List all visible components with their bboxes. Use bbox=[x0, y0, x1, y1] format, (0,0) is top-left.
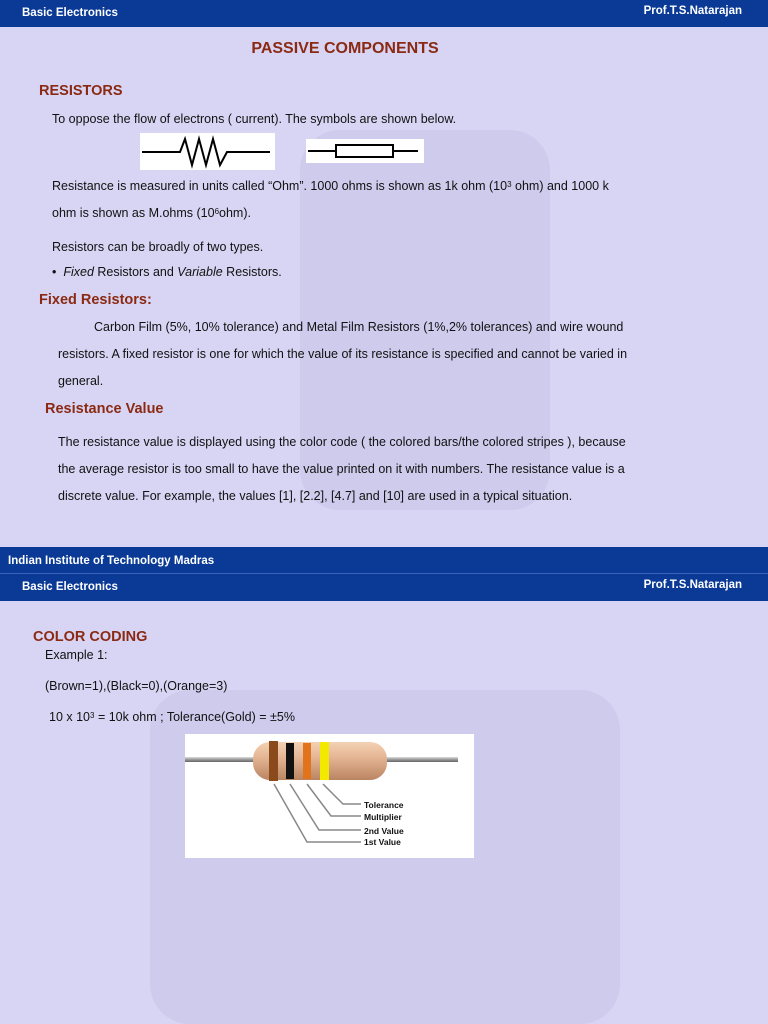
example-label: Example 1: bbox=[45, 648, 108, 662]
calc-b: = 10k ohm ; Tolerance(Gold) = ±5% bbox=[94, 710, 295, 724]
units-line-2-sup: 6 bbox=[214, 207, 220, 216]
band-3 bbox=[303, 743, 311, 779]
label-second-value: 2nd Value bbox=[364, 826, 404, 836]
bullet-dot: • bbox=[52, 265, 64, 279]
band-2 bbox=[286, 743, 294, 779]
fixed-resistors-heading: Fixed Resistors: bbox=[39, 292, 152, 308]
units-line-2-b: ohm). bbox=[219, 206, 251, 220]
bullet-mid: Resistors and bbox=[93, 265, 178, 279]
resistance-value-heading: Resistance Value bbox=[45, 401, 164, 417]
band-values: (Brown=1),(Black=0),(Orange=3) bbox=[45, 679, 228, 693]
page-title: PASSIVE COMPONENTS bbox=[251, 40, 439, 57]
bullet-fixed: Fixed bbox=[63, 265, 94, 279]
slide-divider-bar bbox=[0, 547, 768, 601]
units-line-1-a: Resistance is measured in units called “Ohm”. 1000 ohms is shown as 1k ohm (10 bbox=[52, 179, 508, 193]
rv-line-2: the average resistor is too small to have the value printed on it with numbers. The resistance value is a bbox=[58, 462, 625, 476]
types-line: Resistors can be broadly of two types. bbox=[52, 240, 264, 254]
resistors-intro: To oppose the flow of electrons ( current). The symbols are shown below. bbox=[52, 112, 457, 126]
band-4 bbox=[320, 742, 329, 780]
footer-institute: Indian Institute of Technology Madras bbox=[8, 555, 215, 567]
label-first-value: 1st Value bbox=[364, 837, 401, 847]
pointer-lines bbox=[274, 784, 361, 842]
resistors-heading: RESISTORS bbox=[39, 83, 123, 99]
units-line-1-b: ohm) and 1000 k bbox=[511, 179, 609, 193]
slide2-header-course-title: Basic Electronics bbox=[22, 581, 118, 593]
band-1 bbox=[269, 741, 278, 781]
bullet-end: Resistors. bbox=[222, 265, 282, 279]
label-multiplier: Multiplier bbox=[364, 812, 402, 822]
header-author: Prof.T.S.Natarajan bbox=[643, 5, 742, 17]
units-line-1 bbox=[52, 173, 609, 200]
rv-line-1: The resistance value is displayed using the color code ( the colored bars/the colored stripes ), because bbox=[58, 435, 626, 449]
units-line-2 bbox=[52, 200, 251, 227]
units-line-1-sup: 3 bbox=[507, 180, 512, 189]
zigzag-resistor-symbol bbox=[140, 133, 275, 170]
rv-line-3: discrete value. For example, the values [1], [2.2], [4.7] and [10] are used in a typical situation. bbox=[58, 489, 573, 503]
fixed-line-1: Carbon Film (5%, 10% tolerance) and Metal Film Resistors (1%,2% tolerances) and wire wound bbox=[94, 320, 624, 334]
divider-rule bbox=[0, 573, 768, 574]
calculation-line bbox=[49, 704, 295, 731]
types-bullet bbox=[52, 259, 282, 286]
slide1-header-bar bbox=[0, 0, 768, 27]
fixed-line-3: general. bbox=[58, 374, 104, 388]
slide2-header-author: Prof.T.S.Natarajan bbox=[643, 579, 742, 591]
calc-sup: 3 bbox=[90, 711, 95, 720]
color-coding-heading: COLOR CODING bbox=[33, 629, 148, 645]
units-line-2-a: ohm is shown as M.ohms (10 bbox=[52, 206, 215, 220]
box-resistor-symbol bbox=[306, 139, 424, 163]
header-course-title: Basic Electronics bbox=[22, 7, 118, 19]
fixed-line-2: resistors. A fixed resistor is one for which the value of its resistance is specified and cannot be varied in bbox=[58, 347, 628, 361]
label-tolerance: Tolerance bbox=[364, 800, 404, 810]
resistor-color-code-image bbox=[185, 734, 474, 858]
bullet-variable: Variable bbox=[177, 265, 223, 279]
calc-a: 10 x 10 bbox=[49, 710, 91, 724]
